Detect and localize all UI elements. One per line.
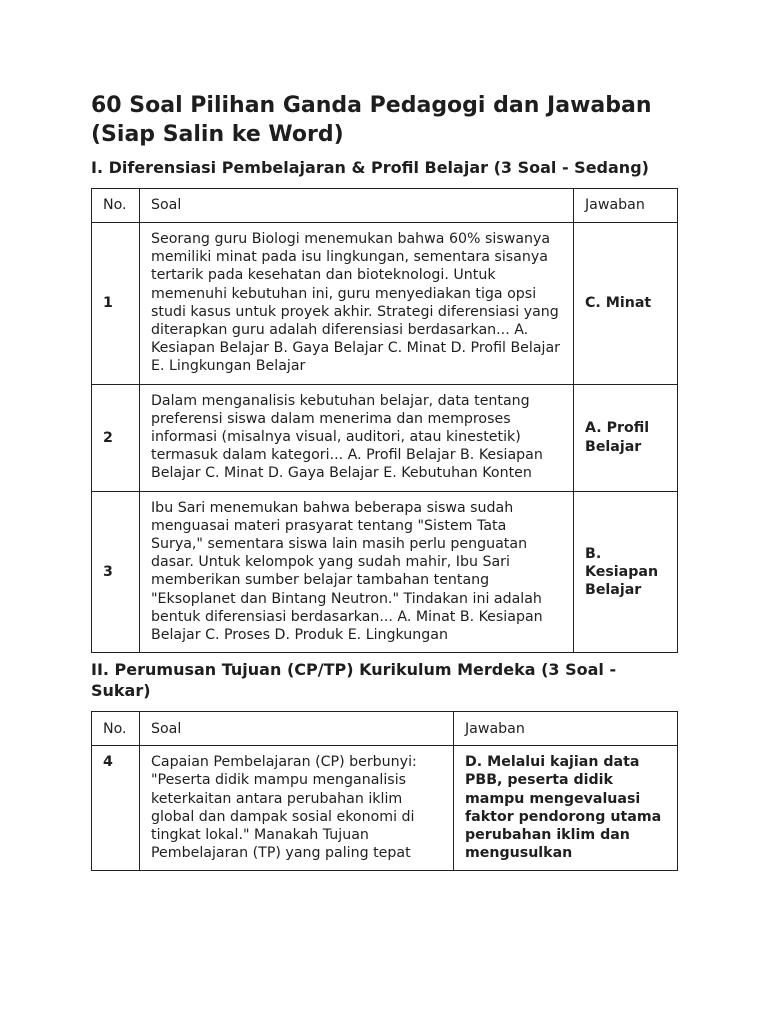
answer-text: D. Melalui kajian data PBB, peserta didik mampu mengevaluasi faktor pendorong utama perubahan iklim dan mengusulkan xyxy=(454,746,678,871)
header-no: No. xyxy=(92,712,140,746)
row-number: 3 xyxy=(92,491,140,653)
header-soal: Soal xyxy=(140,189,574,223)
table-row xyxy=(92,384,678,491)
question-text: Seorang guru Biologi menemukan bahwa 60% siswanya memiliki minat pada isu lingkungan, sementara sisanya tertarik pada kesehatan dan bioteknologi. Untuk memenuhi kebutuhan ini, guru menyediakan tiga opsi studi kasus untuk proyek akhir. Strategi diferensiasi yang diterapkan guru adalah diferensiasi berdasarkan... A. Kesiapan Belajar B. Gaya Belajar C. Minat D. Profil Belajar E. Lingkungan Belajar xyxy=(140,223,574,385)
answer-text: B. Kesiapan Belajar xyxy=(574,491,678,653)
question-text: Ibu Sari menemukan bahwa beberapa siswa sudah menguasai materi prasyarat tentang "Sistem Tata Surya," sementara siswa lain masih perlu penguatan dasar. Untuk kelompok yang sudah mahir, Ibu Sari memberikan sumber belajar tambahan tentang "Eksoplanet dan Bintang Neutron." Tindakan ini adalah bentuk diferensiasi berdasarkan... A. Minat B. Kesiapan Belajar C. Proses D. Produk E. Lingkungan xyxy=(140,491,574,653)
section-1-heading: I. Diferensiasi Pembelajaran & Profil Belajar (3 Soal - Sedang) xyxy=(91,158,649,177)
table-row xyxy=(92,746,678,871)
table-row xyxy=(92,491,678,653)
header-jawaban: Jawaban xyxy=(574,189,678,223)
answer-text: C. Minat xyxy=(574,223,678,385)
table-row xyxy=(92,223,678,385)
question-text: Capaian Pembelajaran (CP) berbunyi: "Peserta didik mampu menganalisis keterkaitan antara perubahan iklim global dan dampak sosial ekonomi di tingkat lokal." Manakah Tujuan Pembelajaran (TP) yang paling tepat xyxy=(140,746,454,871)
document-page xyxy=(91,91,677,877)
header-no: No. xyxy=(92,189,140,223)
section-2-heading: II. Perumusan Tujuan (CP/TP) Kurikulum Merdeka (3 Soal - Sukar) xyxy=(91,660,617,701)
header-soal: Soal xyxy=(140,712,454,746)
row-number: 1 xyxy=(92,223,140,385)
row-number: 2 xyxy=(92,384,140,491)
header-jawaban: Jawaban xyxy=(454,712,678,746)
row-number: 4 xyxy=(92,746,140,871)
table-header-row xyxy=(92,189,678,223)
section-2-table xyxy=(91,711,678,871)
document-title: 60 Soal Pilihan Ganda Pedagogi dan Jawaban (Siap Salin ke Word) xyxy=(91,93,652,147)
answer-text: A. Profil Belajar xyxy=(574,384,678,491)
table-header-row xyxy=(92,712,678,746)
section-1-table xyxy=(91,188,678,653)
question-text: Dalam menganalisis kebutuhan belajar, data tentang preferensi siswa dalam menerima dan memproses informasi (misalnya visual, auditori, atau kinestetik) termasuk dalam kategori... A. Profil Belajar B. Kesiapan Belajar C. Minat D. Gaya Belajar E. Kebutuhan Konten xyxy=(140,384,574,491)
